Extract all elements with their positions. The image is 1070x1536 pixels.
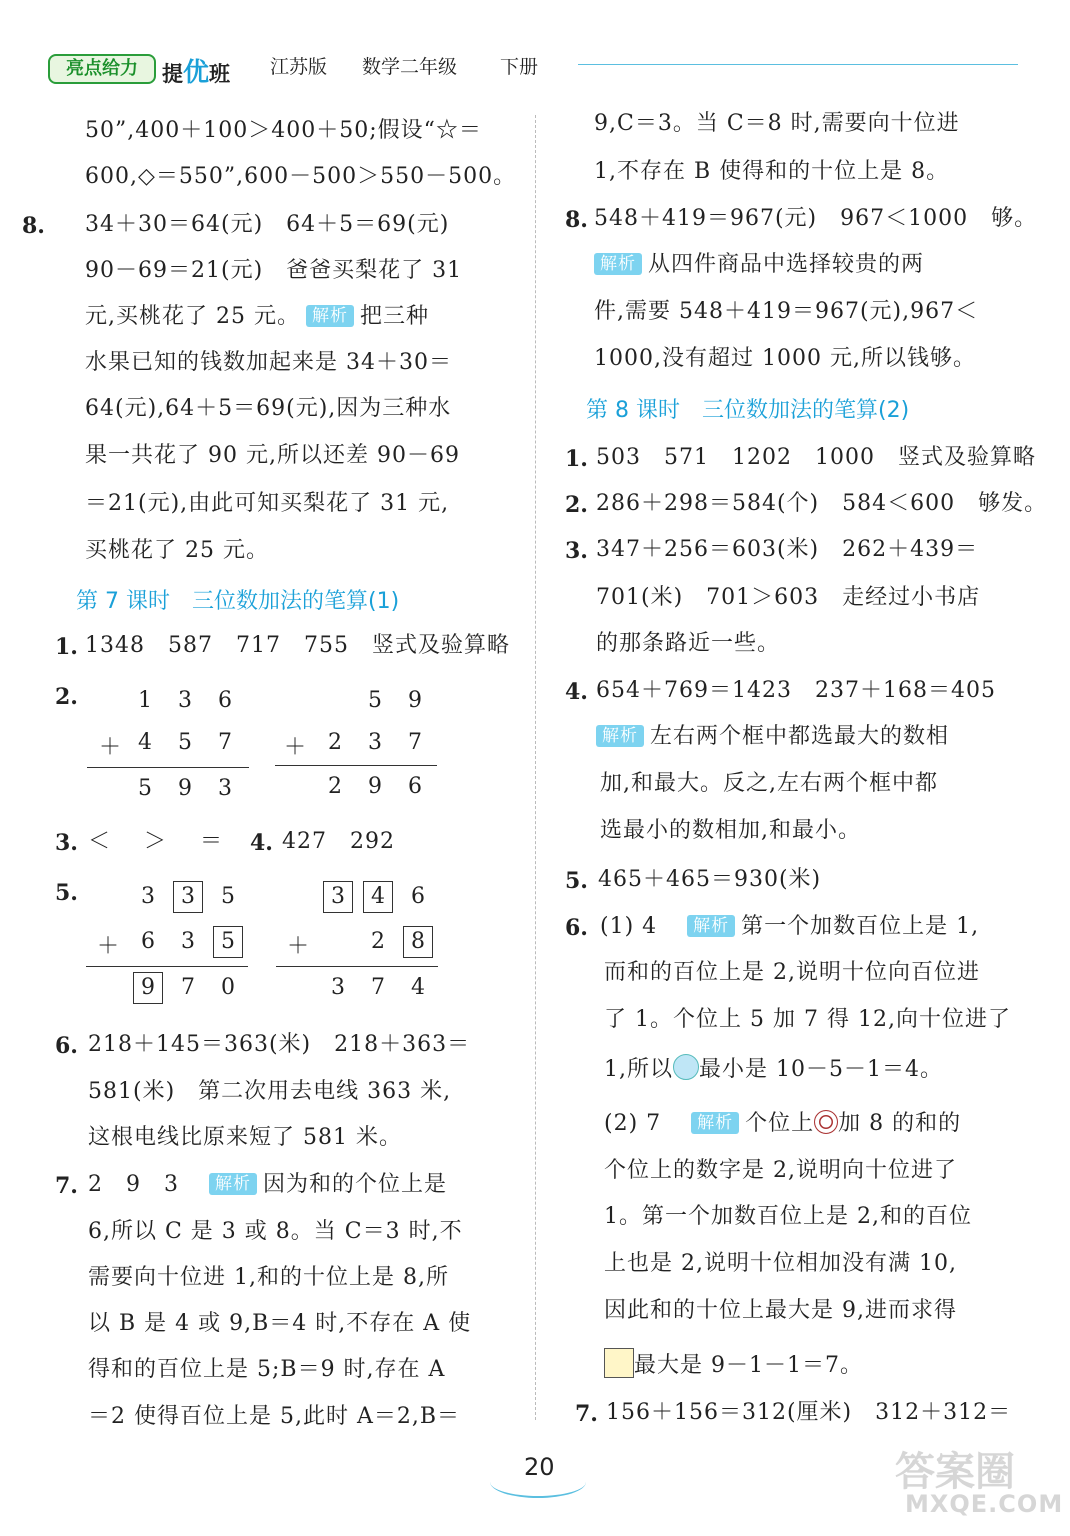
- text-line: [594, 251, 924, 279]
- digit: 4: [138, 730, 152, 755]
- digit: 2: [328, 730, 342, 755]
- text-line: 果一共花了 90 元,所以还差 90－69: [85, 443, 460, 468]
- question-number: 2.: [55, 684, 78, 710]
- text-span: 2 9 3: [88, 1172, 179, 1197]
- text-line: 件,需要 548＋419＝967(元),967＜: [594, 299, 979, 324]
- text-line: [600, 913, 979, 941]
- text-line: 64(元),64＋5＝69(元),因为三种水: [85, 396, 452, 421]
- digit: 2: [371, 929, 385, 954]
- digit: 0: [221, 975, 235, 1000]
- digit: 5: [221, 929, 235, 954]
- digit: 3: [331, 975, 345, 1000]
- digit: 6: [218, 688, 232, 713]
- text-span: (1) 4: [600, 914, 658, 939]
- sum-rule: [86, 966, 248, 967]
- question-number: 3.: [565, 538, 588, 564]
- digit: 5: [178, 730, 192, 755]
- question-number: 1.: [565, 446, 588, 472]
- question-number: 8.: [22, 213, 45, 239]
- text-line: 581(米) 第二次用去电线 363 米,: [88, 1079, 452, 1104]
- question-number: 4.: [250, 830, 273, 856]
- section-title-7: 第 7 课时 三位数加法的笔算(1): [76, 589, 400, 614]
- text-span: 加 8 的和的: [838, 1111, 962, 1136]
- text-line: [604, 1054, 943, 1084]
- digit: 3: [178, 688, 192, 713]
- text-line: 90－69＝21(元) 爸爸买梨花了 31: [85, 258, 463, 283]
- digit: 3: [181, 929, 195, 954]
- text-line: 的那条路近一些。: [596, 631, 781, 656]
- page-number: 20: [524, 1453, 555, 1481]
- question-number: 2.: [565, 492, 588, 518]
- text-span: 1,所以: [604, 1057, 673, 1082]
- text-line: 701(米) 701＞603 走经过小书店: [596, 585, 981, 610]
- text-line: 34＋30＝64(元) 64＋5＝69(元): [85, 212, 450, 237]
- text-line: [596, 723, 949, 751]
- question-number: 7.: [55, 1173, 78, 1199]
- text-line: 1000,没有超过 1000 元,所以钱够。: [594, 346, 976, 371]
- text-line: 286＋298＝584(个) 584＜600 够发。: [596, 491, 1048, 516]
- square-icon: [604, 1348, 634, 1378]
- digit: 9: [368, 774, 382, 799]
- section-title-8: 第 8 课时 三位数加法的笔算(2): [586, 398, 910, 423]
- text-line: 465＋465＝930(米): [598, 867, 822, 892]
- text-line: 需要向十位进 1,和的十位上是 8,所: [88, 1265, 449, 1290]
- text-line: [604, 1110, 961, 1138]
- text-line: 1。第一个加数百位上是 2,和的百位: [604, 1204, 972, 1229]
- text-line: 427 292: [282, 829, 395, 854]
- series-logo: 亮点给力: [48, 54, 156, 84]
- text-line: ＜ ＞ ＝: [88, 829, 229, 854]
- text-line: 上也是 2,说明十位相加没有满 10,: [604, 1251, 957, 1276]
- question-number: 8.: [565, 207, 588, 233]
- digit: 5: [368, 688, 382, 713]
- digit: 5: [138, 776, 152, 801]
- text-line: 1348 587 717 755 竖式及验算略: [85, 633, 510, 658]
- text-span: 个位上: [745, 1111, 815, 1136]
- text-line: ＝2 使得百位上是 5,此时 A＝2,B＝: [88, 1404, 461, 1429]
- text-line: [88, 1171, 447, 1199]
- text-line: [604, 1348, 863, 1380]
- digit: 9: [141, 975, 155, 1000]
- subject-label: 数学二年级: [362, 56, 458, 78]
- text-line: 这根电线比原来短了 581 米。: [88, 1125, 402, 1150]
- digit: 3: [218, 776, 232, 801]
- text-line: 选最小的数相加,和最小。: [600, 818, 861, 843]
- analysis-tag: 解析: [691, 1112, 739, 1134]
- analysis-tag: 解析: [594, 253, 642, 275]
- question-number: 1.: [55, 634, 78, 660]
- text-line: [85, 303, 429, 331]
- text-line: ＝21(元),由此可知买梨花了 31 元,: [85, 491, 450, 516]
- sum-rule: [276, 966, 438, 967]
- watermark-url: MXQE.COM: [905, 1490, 1064, 1518]
- text-line: 347＋256＝603(米) 262＋439＝: [596, 537, 979, 562]
- volume-label: 下册: [500, 56, 539, 78]
- text-line: 503 571 1202 1000 竖式及验算略: [596, 445, 1036, 470]
- text-line: 6,所以 C 是 3 或 8。当 C＝3 时,不: [88, 1219, 463, 1244]
- text-span: 从四件商品中选择较贵的两: [648, 252, 925, 277]
- text-line: 156＋156＝312(厘米) 312＋312＝: [606, 1400, 1012, 1425]
- text-line: 600,◇＝550”,600－500＞550－500。: [85, 164, 517, 189]
- page-header: [0, 0, 1070, 90]
- analysis-tag: 解析: [209, 1173, 257, 1195]
- text-line: 654＋769＝1423 237＋168＝405: [596, 678, 996, 703]
- text-span: 元,买桃花了 25 元。: [85, 304, 300, 329]
- digit: 3: [368, 730, 382, 755]
- question-number: 4.: [565, 679, 588, 705]
- digit: 7: [408, 730, 422, 755]
- digit: 9: [408, 688, 422, 713]
- text-line: 了 1。个位上 5 加 7 得 12,向十位进了: [604, 1007, 1011, 1032]
- double-circle-icon: [814, 1110, 838, 1134]
- digit: 6: [408, 774, 422, 799]
- digit: 4: [371, 884, 385, 909]
- digit: 6: [141, 929, 155, 954]
- edition-label: 江苏版: [270, 56, 328, 78]
- text-span: 把三种: [359, 304, 429, 329]
- digit: 3: [331, 884, 345, 909]
- text-line: 50”,400＋100＞400＋50;假设“☆＝: [85, 118, 482, 143]
- digit: 5: [221, 884, 235, 909]
- text-span: 左右两个框中都选最大的数相: [650, 724, 950, 749]
- text-span: 第一个加数百位上是 1,: [741, 914, 980, 939]
- plus-sign: ＋: [283, 735, 306, 760]
- analysis-tag: 解析: [306, 305, 354, 327]
- question-number: 5.: [565, 868, 588, 894]
- brand-part-b: 优: [183, 58, 210, 88]
- digit: 6: [411, 884, 425, 909]
- question-number: 7.: [575, 1401, 598, 1427]
- text-line: 得和的百位上是 5;B＝9 时,存在 A: [88, 1357, 446, 1382]
- brand-part-a: 提: [162, 62, 183, 86]
- plus-sign: ＋: [98, 735, 121, 760]
- brand-part-c: 班: [209, 62, 231, 86]
- brand-title: [162, 52, 230, 89]
- text-line: 个位上的数字是 2,说明向十位进了: [604, 1158, 957, 1183]
- digit: 3: [141, 884, 155, 909]
- question-number: 3.: [55, 830, 78, 856]
- sum-rule: [275, 765, 437, 766]
- text-line: 买桃花了 25 元。: [85, 538, 269, 563]
- sum-rule: [87, 767, 249, 768]
- text-line: 548＋419＝967(元) 967＜1000 够。: [594, 206, 1038, 231]
- text-span: (2) 7: [604, 1111, 662, 1136]
- question-number: 6.: [55, 1033, 78, 1059]
- question-number: 6.: [565, 915, 588, 941]
- text-line: 218＋145＝363(米) 218＋363＝: [88, 1032, 471, 1057]
- text-line: 以 B 是 4 或 9,B＝4 时,不存在 A 使: [88, 1311, 472, 1336]
- watermark-logo: 答案圈: [895, 1449, 1015, 1495]
- plus-sign: ＋: [96, 934, 119, 959]
- digit: 1: [138, 688, 152, 713]
- text-line: 加,和最大。反之,左右两个框中都: [600, 771, 938, 796]
- text-span: 最大是 9－1－1＝7。: [634, 1353, 863, 1378]
- digit: 7: [218, 730, 232, 755]
- text-line: 因此和的十位上最大是 9,进而求得: [604, 1298, 957, 1323]
- text-line: 而和的百位上是 2,说明十位向百位进: [604, 960, 980, 985]
- circle-icon: [673, 1054, 699, 1080]
- column-divider: [535, 115, 536, 1420]
- digit: 3: [181, 884, 195, 909]
- analysis-tag: 解析: [687, 915, 735, 937]
- analysis-tag: 解析: [596, 725, 644, 747]
- digit: 8: [411, 929, 425, 954]
- digit: 9: [178, 776, 192, 801]
- text-line: 9,C＝3。当 C＝8 时,需要向十位进: [594, 111, 960, 136]
- digit: 7: [181, 975, 195, 1000]
- text-span: 因为和的个位上是: [263, 1172, 448, 1197]
- text-line: 1,不存在 B 使得和的十位上是 8。: [594, 159, 950, 184]
- digit: 4: [411, 975, 425, 1000]
- plus-sign: ＋: [286, 934, 309, 959]
- text-line: 水果已知的钱数加起来是 34＋30＝: [85, 350, 452, 375]
- digit: 7: [371, 975, 385, 1000]
- header-rule: [578, 64, 1018, 65]
- digit: 2: [328, 774, 342, 799]
- text-span: 最小是 10－5－1＝4。: [699, 1057, 943, 1082]
- question-number: 5.: [55, 880, 78, 906]
